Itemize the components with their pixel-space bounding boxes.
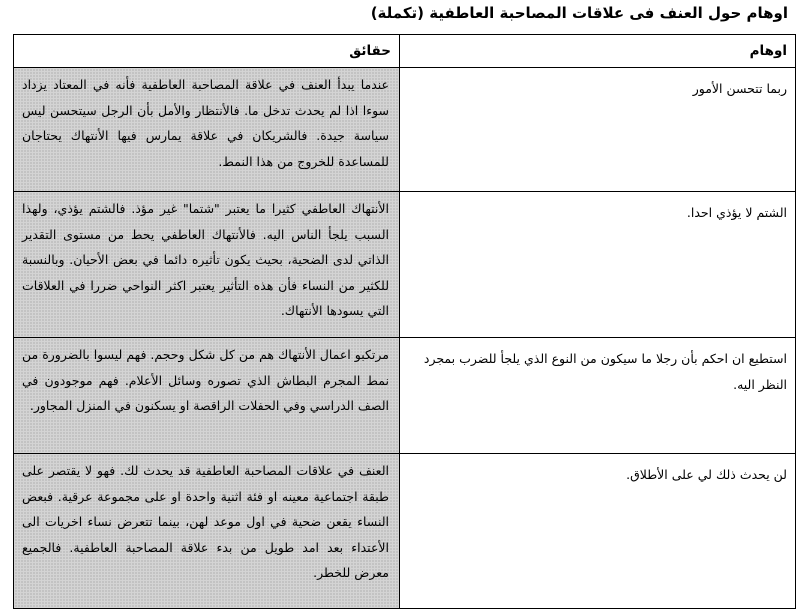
table-row (14, 192, 796, 338)
myth-cell: ربما تتحسن الأمور (400, 68, 796, 192)
myth-cell: الشتم لا يؤذي احدا. (400, 192, 796, 338)
fact-cell: الأنتهاك العاطفي كثيرا ما يعتبر "شتما" غير مؤذ. فالشتم يؤذي، ولهذا السبب يلجأ الناس اليه. فالأنتهاك العاطفي يحط من مستوى التقدير الذاتي لدى الضحية، بحيث يكون تأثيره دائما في بعض الأحيان. وبالنسبة للكثير من النساء فأن هذه التأثير يعتبر اكثر النواحي ضررا في العلاقات التي يسودها الأنتهاك. (14, 192, 400, 338)
myths-facts-table (13, 34, 796, 609)
table-row (14, 338, 796, 454)
table-row (14, 68, 796, 192)
myths-header: اوهام (400, 35, 796, 68)
myth-cell: لن يحدث ذلك لي على الأطلاق. (400, 454, 796, 609)
facts-header: حقائق (14, 35, 400, 68)
table-row (14, 454, 796, 609)
table-header-row (14, 35, 796, 68)
fact-cell: العنف في علاقات المصاحبة العاطفية قد يحدث لك. فهو لا يقتصر على طبقة اجتماعية معينه او فئة اثنية واحدة او على مجموعة عرقية. فبعض النساء يقعن ضحية في اول موعد لهن، بينما تتعرض نساء اخريات الى الأعتداء بعد امد طويل من بدء علاقة المصاحبة العاطفية. فالجميع معرض للخطر. (14, 454, 400, 609)
fact-cell: مرتكبو اعمال الأنتهاك هم من كل شكل وحجم. فهم ليسوا بالضرورة من نمط المجرم البطاش الذي تصوره وسائل الأعلام. فهم موجودون في الصف الدراسي وفي الحفلات الراقصة او يسكنون في المنزل المجاور. (14, 338, 400, 454)
myth-cell: استطيع ان احكم بأن رجلا ما سيكون من النوع الذي يلجأ للضرب بمجرد النظر اليه. (400, 338, 796, 454)
page-title: اوهام حول العنف فى علاقات المصاحبة العاطفية (تكملة) (370, 4, 788, 22)
fact-cell: عندما يبدأ العنف في علاقة المصاحبة العاطفية فأنه في المعتاد يزداد سوءا اذا لم يحدث تدخل ما. فالأنتظار والأمل بأن الرجل سيتحسن ليس سياسة جيدة. فالشريكان في علاقة يمارس فيها الأنتهاك يحتاجان للمساعدة للخروج من هذا النمط. (14, 68, 400, 192)
